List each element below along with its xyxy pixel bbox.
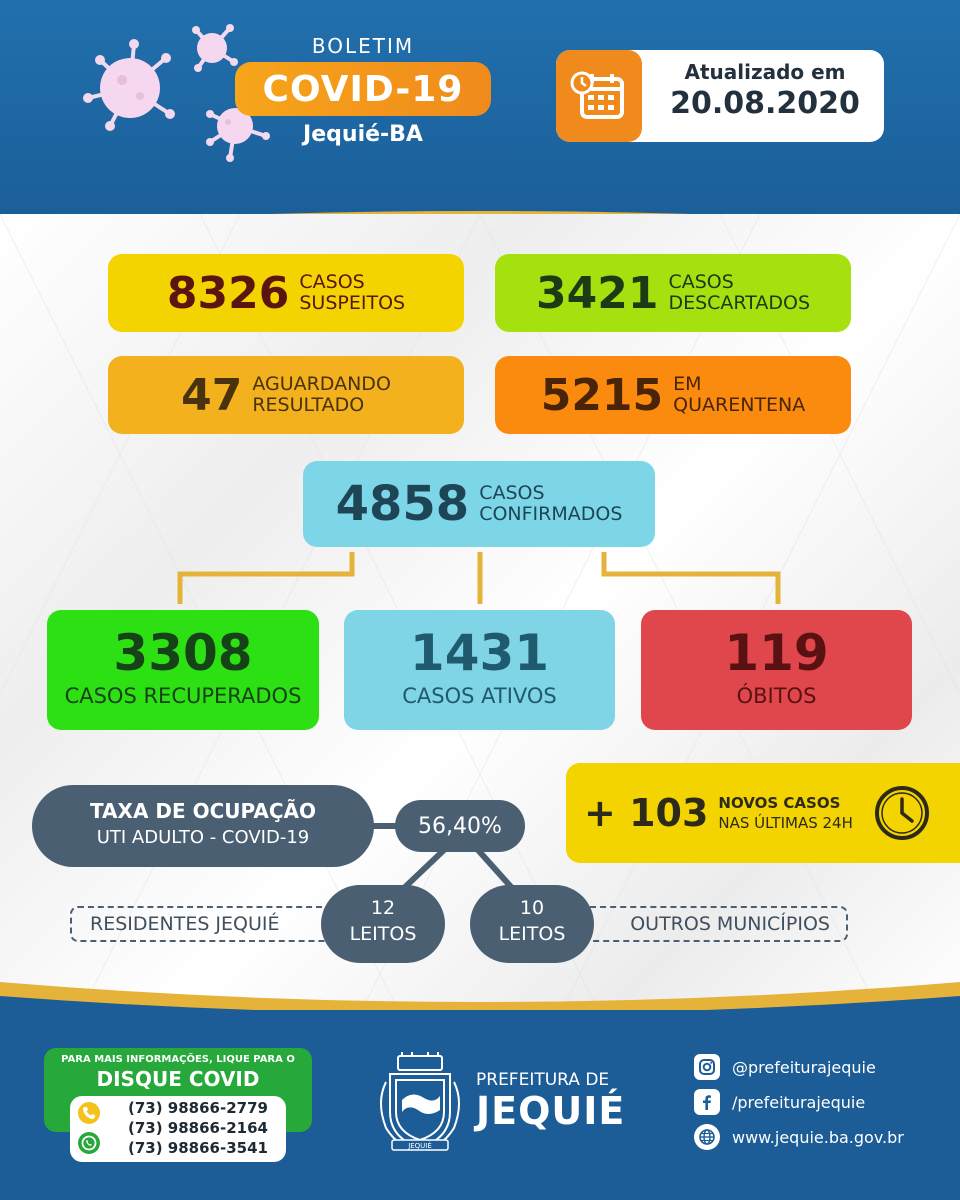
others-label: OUTROS MUNICÍPIOS: [630, 913, 830, 935]
occupancy-subtitle: UTI ADULTO - COVID-19: [96, 827, 310, 848]
others-beds: [470, 885, 594, 963]
stat-value: 3308: [113, 624, 253, 682]
stat-value: 4858: [335, 476, 470, 532]
stat-label: CASOS CONFIRMADOS: [479, 482, 623, 525]
covid-title: COVID-19: [262, 68, 464, 110]
phone-number[interactable]: (73) 98866-2164: [128, 1119, 268, 1137]
beds-count: 12: [370, 897, 396, 919]
covid-title-pill: [235, 62, 491, 116]
instagram-handle[interactable]: @prefeiturajequie: [732, 1057, 876, 1077]
residents-label-box: [70, 906, 342, 942]
instagram-icon: [694, 1054, 720, 1080]
crest-text: JEQUIÉ: [408, 1142, 432, 1150]
stat-value: 3421: [535, 267, 659, 319]
beds-unit: LEITOS: [498, 923, 566, 945]
update-date: 20.08.2020: [670, 86, 860, 121]
bulletin-kicker: BOLETIM: [311, 34, 415, 58]
stat-label: EM QUARENTENA: [673, 373, 806, 416]
whatsapp-icon: [78, 1132, 100, 1154]
stat-discarded-cases: [495, 254, 851, 332]
update-box: [556, 50, 884, 142]
social-website[interactable]: [694, 1124, 904, 1150]
stat-label: CASOS RECUPERADOS: [64, 684, 302, 708]
beds-unit: LEITOS: [349, 923, 417, 945]
residents-beds: [321, 885, 445, 963]
phone-icon: [78, 1102, 100, 1124]
info-text: PARA MAIS INFORMAÇÕES, LIQUE PARA O: [61, 1054, 295, 1065]
occupancy-title-box: [32, 785, 374, 867]
website-url[interactable]: www.jequie.ba.gov.br: [732, 1127, 904, 1147]
stat-label: AGUARDANDO RESULTADO: [252, 373, 391, 416]
stat-value: 8326: [166, 267, 290, 319]
title-block: [232, 34, 494, 147]
update-label: Atualizado em: [684, 60, 846, 84]
crest-icon: [372, 1052, 468, 1156]
social-facebook[interactable]: [694, 1089, 865, 1115]
occupancy-title: TAXA DE OCUPAÇÃO: [89, 799, 317, 823]
stat-label: CASOS SUSPEITOS: [299, 271, 406, 314]
stat-label: ÓBITOS: [736, 684, 817, 708]
phone-number[interactable]: (73) 98866-3541: [128, 1139, 268, 1157]
stat-value: 1431: [409, 624, 550, 682]
phone-list: [70, 1096, 286, 1162]
city-name: Jequié-BA: [303, 122, 423, 147]
stat-awaiting-results: [108, 356, 464, 434]
calendar-refresh-icon: [556, 50, 642, 142]
connector-lines: [0, 540, 960, 620]
disque-title: DISQUE COVID: [96, 1067, 260, 1091]
stat-value: 47: [181, 369, 243, 421]
others-label-box: [572, 906, 848, 942]
stat-deaths: [641, 610, 912, 730]
stat-active: [344, 610, 615, 730]
stat-confirmed-cases: [303, 461, 655, 547]
new-cases-label: NOVOS CASOS NAS ÚLTIMAS 24H: [718, 794, 853, 832]
update-text: [652, 60, 878, 121]
facebook-handle[interactable]: /prefeiturajequie: [732, 1092, 866, 1112]
prefeitura-line1: PREFEITURA DE: [476, 1070, 610, 1090]
stat-quarantine: [495, 356, 851, 434]
new-cases-value: + 103: [584, 791, 709, 835]
beds-count: 10: [519, 897, 545, 919]
stat-value: 5215: [540, 369, 664, 421]
occupancy-rate: 56,40%: [395, 800, 525, 852]
stat-suspected-cases: [108, 254, 464, 332]
stat-recovered: [47, 610, 319, 730]
phone-number[interactable]: (73) 98866-2779: [128, 1099, 268, 1117]
stat-label: CASOS ATIVOS: [402, 684, 557, 708]
social-instagram[interactable]: [694, 1054, 876, 1080]
prefeitura-logo-text: [476, 1070, 625, 1132]
new-cases-box: [566, 763, 960, 863]
clock-icon: [872, 783, 932, 843]
stat-label: CASOS DESCARTADOS: [668, 271, 811, 314]
prefeitura-line2: JEQUIÉ: [476, 1089, 626, 1133]
globe-icon: [694, 1124, 720, 1150]
residents-label: RESIDENTES JEQUIÉ: [90, 913, 280, 935]
facebook-icon: [694, 1089, 720, 1115]
stat-value: 119: [724, 624, 829, 682]
